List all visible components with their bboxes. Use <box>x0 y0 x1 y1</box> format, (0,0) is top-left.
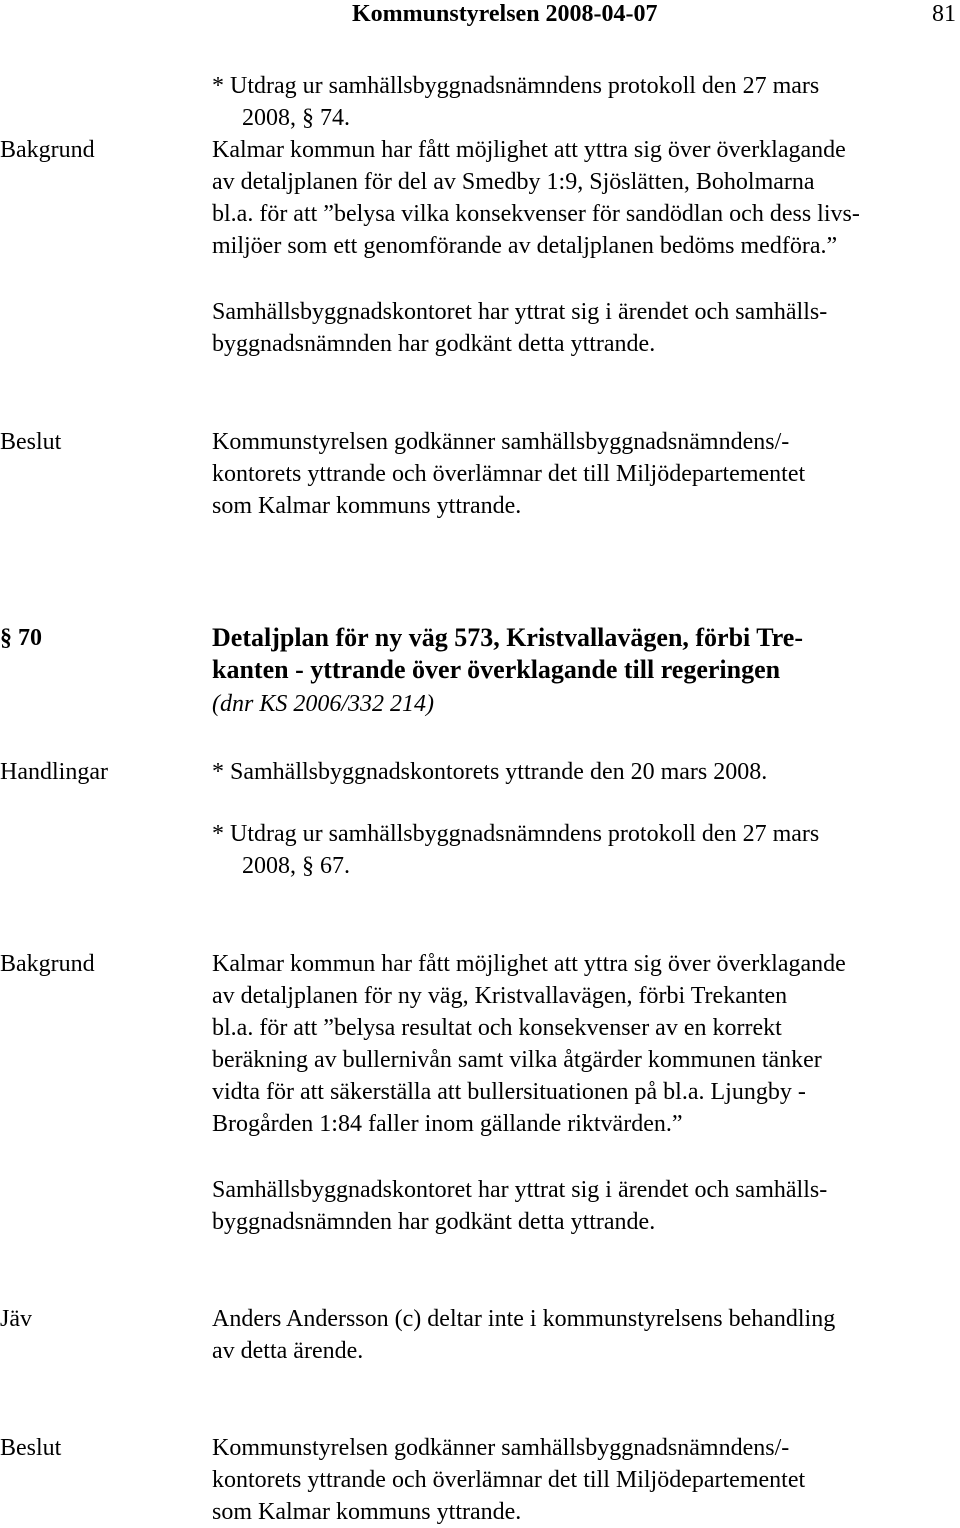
beslut-label: Beslut <box>0 1435 62 1461</box>
prev-beslut-label: Beslut <box>0 429 62 455</box>
text-line: beräkning av bullernivån samt vilka åtgärder kommunen tänker <box>212 1047 822 1073</box>
prev-beslut-text <box>212 426 952 522</box>
handlingar-item <box>212 756 952 788</box>
section-title-line: kanten - yttrande över överklagande till regeringen <box>212 655 781 684</box>
text-line: Kalmar kommun har fått möjlighet att yttra sig över överklagande <box>212 951 846 977</box>
text-line: kontorets yttrande och överlämnar det till Miljödepartementet <box>212 1467 806 1493</box>
text-line: av detaljplanen för ny väg, Kristvallavägen, förbi Trekanten <box>212 983 788 1009</box>
prev-handlingar-line: * Utdrag ur samhällsbyggnadsnämndens protokoll den 27 mars <box>212 73 820 99</box>
text-line: Anders Andersson (c) deltar inte i kommunstyrelsens behandling <box>212 1306 836 1332</box>
prev-handlingar-line: 2008, § 74. <box>242 105 350 131</box>
prev-handlingar-item <box>212 70 952 134</box>
prev-bakgrund-label: Bakgrund <box>0 137 95 163</box>
handlingar-label: Handlingar <box>0 759 108 785</box>
handlingar-line: * Utdrag ur samhällsbyggnadsnämndens protokoll den 27 mars <box>212 821 820 847</box>
text-line: som Kalmar kommuns yttrande. <box>212 493 522 519</box>
document-header-title: Kommunstyrelsen 2008-04-07 <box>352 1 658 27</box>
handlingar-item <box>212 818 952 882</box>
section-title <box>212 622 803 686</box>
jav-text <box>212 1303 952 1367</box>
text-line: Kommunstyrelsen godkänner samhällsbyggnadsnämndens/- <box>212 1435 790 1461</box>
prev-yttrande-text <box>212 296 952 360</box>
text-line: byggnadsnämnden har godkänt detta yttrande. <box>212 331 656 357</box>
handlingar-line: * Samhällsbyggnadskontorets yttrande den 20 mars 2008. <box>212 759 768 785</box>
text-line: byggnadsnämnden har godkänt detta yttrande. <box>212 1209 656 1235</box>
text-line: som Kalmar kommuns yttrande. <box>212 1499 522 1525</box>
text-line: miljöer som ett genomförande av detaljplanen bedöms medföra.” <box>212 233 838 259</box>
beslut-text <box>212 1432 952 1528</box>
yttrande-text <box>212 1174 952 1238</box>
bakgrund-text <box>212 948 952 1140</box>
text-line: av detaljplanen för del av Smedby 1:9, Sjöslätten, Boholmarna <box>212 169 815 195</box>
page-number: 81 <box>932 1 956 27</box>
bakgrund-label: Bakgrund <box>0 951 95 977</box>
text-line: bl.a. för att ”belysa resultat och konsekvenser av en korrekt <box>212 1015 782 1041</box>
text-line: kontorets yttrande och överlämnar det till Miljödepartementet <box>212 461 806 487</box>
text-line: Kalmar kommun har fått möjlighet att yttra sig över överklagande <box>212 137 846 163</box>
text-line: Samhällsbyggnadskontoret har yttrat sig i ärendet och samhälls- <box>212 299 828 325</box>
section-dnr: (dnr KS 2006/332 214) <box>212 691 434 717</box>
section-number: § 70 <box>0 625 42 651</box>
text-line: av detta ärende. <box>212 1338 364 1364</box>
section-title-line: Detaljplan för ny väg 573, Kristvallavägen, förbi Tre- <box>212 623 803 652</box>
text-line: bl.a. för att ”belysa vilka konsekvenser för sandödlan och dess livs- <box>212 201 860 227</box>
text-line: Samhällsbyggnadskontoret har yttrat sig i ärendet och samhälls- <box>212 1177 828 1203</box>
text-line: vidta för att säkerställa att bullersituationen på bl.a. Ljungby - <box>212 1079 806 1105</box>
handlingar-line: 2008, § 67. <box>242 853 350 879</box>
jav-label: Jäv <box>0 1306 32 1332</box>
prev-bakgrund-text <box>212 134 952 262</box>
text-line: Kommunstyrelsen godkänner samhällsbyggnadsnämndens/- <box>212 429 790 455</box>
text-line: Brogården 1:84 faller inom gällande riktvärden.” <box>212 1111 683 1137</box>
